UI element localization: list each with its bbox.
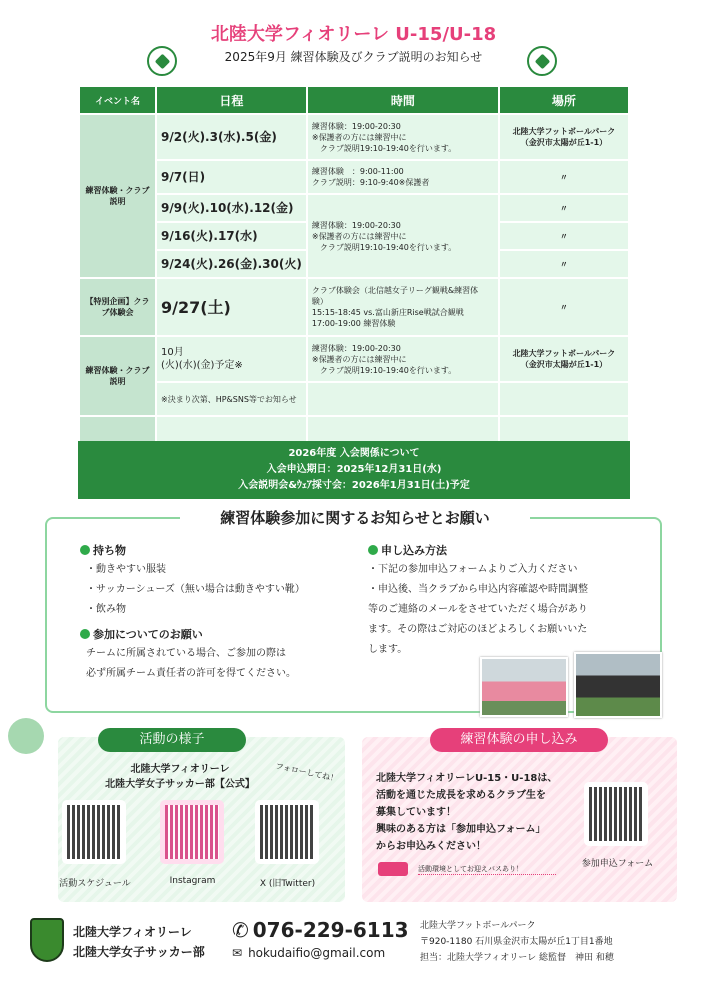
club-crest-logo	[30, 918, 64, 962]
apply-text: ・下記の参加申込フォームよりご入力ください	[368, 564, 578, 575]
org-name: 北陸大学フィオリーレ	[73, 925, 192, 939]
apply-panel-text: 北陸大学フィオリーレU-15・U-18は、	[376, 773, 558, 784]
apply-text: ・申込後、当クラブから申込内容確認や時間調整	[368, 584, 588, 595]
belonging-item: ・動きやすい服装	[86, 564, 166, 575]
time-cell: 練習体験：19:00-20:30 ※保護者の方には練習中に クラブ説明19:10-19:40を行います。	[308, 195, 498, 277]
qr-caption: X (旧Twitter)	[259, 879, 316, 889]
date-cell: 9/16(火).17(水)	[157, 223, 306, 249]
team-photo	[574, 652, 662, 718]
col-header: 日程	[157, 87, 306, 113]
date-cell: 9/2(火).3(水).5(金)	[157, 115, 306, 159]
col-header: イベント名	[80, 87, 155, 113]
apply-title: 練習体験の申し込み	[430, 728, 608, 752]
address-line: 担当：北陸大学フィオリーレ 総監督 神田 和穂	[420, 953, 614, 963]
activity-title: 活動の様子	[98, 728, 246, 752]
event-name: 【特別企画】クラブ体験会	[80, 279, 155, 335]
x-qr-code[interactable]	[255, 800, 319, 864]
email-address[interactable]: hokudaifio@gmail.com	[248, 946, 386, 960]
address-line: 北陸大学フットボールパーク	[420, 921, 536, 931]
place-cell: 北陸大学フットボールパーク （金沢市太陽が丘1-1）	[500, 115, 628, 159]
date-cell: 9/27(土)	[157, 279, 306, 335]
apply-text: ます。その際はご対応のほどよろしくお願いいた	[368, 624, 588, 635]
bullet-icon	[80, 545, 90, 555]
request-text: 必ず所属チーム責任者の許可を得てください。	[86, 668, 296, 679]
qr-caption: 活動スケジュール	[59, 879, 131, 889]
apply-panel-text: からお申込みください！	[376, 841, 486, 852]
schedule-qr-code[interactable]	[62, 800, 126, 864]
phone-number[interactable]: 076-229-6113	[252, 918, 409, 942]
place-cell: 〃	[500, 251, 628, 277]
place-cell: 北陸大学フットボールパーク （金沢市太陽が丘1-1）	[500, 337, 628, 381]
col-header: 時間	[308, 87, 498, 113]
date-cell: 9/7(日)	[157, 161, 306, 193]
apply-form-qr-code[interactable]	[584, 782, 648, 846]
apply-heading: 申し込み方法	[381, 544, 447, 557]
request-text: チームに所属されている場合、ご参加の際は	[86, 648, 286, 659]
address-line: 〒920-1180 石川県金沢市太陽が丘1丁目1番地	[420, 937, 613, 947]
time-cell: 練習体験：19:00-20:30 ※保護者の方には練習中に クラブ説明19:10-19:40を行います。	[308, 337, 498, 381]
page-title: 北陸大学フィオリーレ U-15/U-18	[210, 24, 497, 45]
date-cell: 9/24(火).26(金).30(火)	[157, 251, 306, 277]
qr-caption: Instagram	[169, 876, 216, 886]
col-header: 場所	[500, 87, 628, 113]
soccer-ball-icon	[147, 46, 177, 76]
follow-note: フォローしてね！	[274, 761, 339, 784]
page-subtitle: 2025年9月 練習体験及びクラブ説明のお知らせ	[224, 50, 483, 64]
time-cell: 練習体験 ：9:00-11:00 クラブ説明：9:10-9:40※保護者	[308, 161, 498, 193]
apply-panel-text: 活動を通じた成長を求めるクラブ生を	[376, 790, 546, 801]
apply-panel-text: 募集しています！	[376, 807, 456, 818]
event-name: 練習体験・クラブ説明	[80, 115, 155, 277]
account-name: 北陸大学女子サッカー部【公式】	[105, 779, 255, 790]
date-cell: 9/9(火).10(水).12(金)	[157, 195, 306, 221]
apply-text: します。	[368, 644, 408, 655]
team-photo	[480, 657, 568, 717]
bus-icon	[378, 862, 408, 876]
phone-icon: ✆	[232, 918, 249, 942]
instagram-qr-code[interactable]	[160, 800, 224, 864]
time-cell: 練習体験：19:00-20:30 ※保護者の方には練習中に クラブ説明19:10-19:40を行います。	[308, 115, 498, 159]
soccer-ball-icon	[527, 46, 557, 76]
schedule-table	[78, 85, 630, 444]
org-name: 北陸大学女子サッカー部	[73, 945, 205, 959]
bus-note: 活動環境としてお迎えバスあり！	[418, 864, 556, 875]
apply-panel-text: 興味のある方は「参加申込フォーム」	[376, 824, 546, 835]
apply-text: 等のご連絡のメールをさせていただく場合があり	[368, 604, 588, 615]
place-cell: 〃	[500, 223, 628, 249]
qr-caption: 参加申込フォーム	[581, 859, 654, 869]
bullet-icon	[368, 545, 378, 555]
banner-line: 入会申込期日：2025年12月31日(水)	[266, 464, 442, 475]
decorative-circle	[8, 718, 44, 754]
notice-title: 練習体験参加に関するお知らせとお願い	[180, 507, 530, 528]
mail-icon: ✉	[232, 946, 243, 960]
belonging-item: ・サッカーシューズ（無い場合は動きやすい靴）	[86, 584, 305, 595]
place-cell: 〃	[500, 279, 628, 335]
account-name: 北陸大学フィオリーレ	[130, 764, 230, 775]
banner-line: 2026年度 入会関係について	[288, 448, 420, 459]
bullet-icon	[80, 629, 90, 639]
place-cell: 〃	[500, 195, 628, 221]
enrollment-banner	[78, 441, 630, 499]
request-heading: 参加についてのお願い	[93, 628, 203, 641]
date-note: ※決まり次第、HP&SNS等でお知らせ	[157, 383, 306, 415]
time-cell: クラブ体験会（北信越女子リーグ観戦&練習体験） 15:15-18:45 vs.富山新庄Rise戦試合観戦 17:00-19:00 練習体験	[308, 279, 498, 335]
date-cell: 10月 (火)(水)(金)予定※	[157, 337, 306, 381]
banner-line: 入会説明会&ｳｪｱ採寸会：2026年1月31日(土)予定	[238, 480, 470, 491]
belonging-item: ・飲み物	[86, 604, 126, 615]
event-name: 練習体験・クラブ説明	[80, 337, 155, 415]
belongings-heading: 持ち物	[93, 544, 126, 557]
place-cell: 〃	[500, 161, 628, 193]
